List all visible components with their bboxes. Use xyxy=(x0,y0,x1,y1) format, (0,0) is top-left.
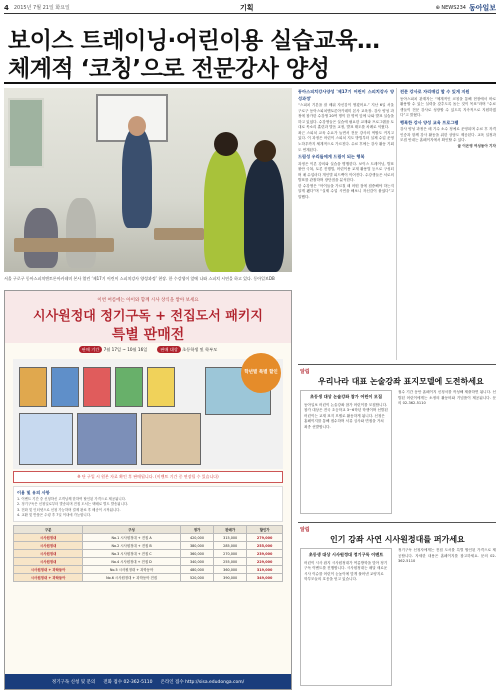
brand-logo[interactable]: 동아일보 xyxy=(468,3,496,12)
notice-text-2: 정기구독 신청자에게는 전집 도서를 특별 할인된 가격으로 제공합니다. 자세한 내용은 홈페이지를 참고하세요. 문의 02-362-5110 xyxy=(398,548,496,564)
article-photo xyxy=(4,88,292,272)
page-header xyxy=(4,2,496,14)
table-row: 시사원정대 No.1 시사원정대 + 전집 A 420,000 315,000 279,000 xyxy=(14,534,283,542)
table-row: 시사원정대 No.4 시사원정대 + 전집 D 340,000 255,000 229,000 xyxy=(14,558,283,566)
article-column-2: 전문 강사로 자리매김 할 수 있게 지원 동아스피치 관계자는 “체계적인 코칭을 통해 현장에서 바로 활용할 수 있는 실력을 갖추도록 돕는 것이 목표”라며 “수료생들이 전문 강사로 성장할 수 있도록 지속적으로 지원하겠다”고 밝혔다. 행복한 강사 양성 교육 프로그램 강사 양성 과정은 매 기수 소수 정예로 운영되며 수료 후 자격 인증과 함께 강사 활동을 위한 상담도 제공된다. 교육 일정과 모집 안내는 홈페이지에서 확인할 수 있다. 글 이은영 여성동아 기자 xyxy=(400,89,496,148)
ad-phone[interactable]: 전화 접수 02-362-5110 xyxy=(103,679,153,685)
headline-rule xyxy=(4,82,496,84)
section-label: 기획 xyxy=(240,3,254,12)
table-row: 시사원정대 + 과학동아 No.6 시사원정대 + 과학동아 전집 520,000 390,000 349,000 xyxy=(14,574,283,582)
ad-web-link[interactable]: 온라인 접수 http://sisa.edudonga.com/ xyxy=(160,679,245,685)
price-table: 구분 구성 정가 판매가 할인가 시사원정대 No.1 시사원정대 + 전집 A 420,000 315,000 279,000 시사원정대 No.2 시사원정대 + 전집 B 380,000 285,000 255,000 시사원정대 No.3 시사원정대 + 전집 C 360,000 270,000 239,000 시사원정대 No.4 시사원정대 + 전집 D 340,000 255,000 229,000 시사원정대 + 과학동아 No.5 시사원정대 + 과학동아 480,000 360,000 319,000 시사원정대 + 과학동아 No.6 시사원정대 + 과학동아 전집 520,000 390,000 349,000 xyxy=(13,525,283,582)
notice-title-2: 인기 강좌 사연 시사원정대를 퍼가세요 xyxy=(330,535,465,544)
subheading-1: 드림성 우리들에게 드림이 되는 행복 xyxy=(298,154,365,160)
web-label[interactable]: ⊕ NEWS234 xyxy=(435,4,466,11)
issue-date: 2015년 7월 21일 화요일 xyxy=(13,5,70,11)
table-row: 시사원정대 No.2 시사원정대 + 전집 B 380,000 285,000 255,000 xyxy=(14,542,283,550)
ad-title: 시사원정대 정기구독 + 전집도서 패키지 xyxy=(33,309,263,324)
ad-period: 7월 17일 ~ 10월 16일 xyxy=(103,347,148,352)
byline: 글 이은영 여성동아 기자 xyxy=(457,143,496,148)
notice-title-1: 우리나라 대표 논술강좌 표지모델에 도전하세요 xyxy=(318,377,484,386)
article-column-1: 동아스피치강사양성 '제17기 어린이 스피치강사 양성과정' “스피치 기본을 잘 배워 자신감이 생겼어요.” 지난 6일 서울 구로구 동아스피치앤토론아카데미 본사 교육장. 강사 양성 과정에 참가한 수강생 20여 명이 한 명씩 앞에 나와 발표 실습을 하고 있었다. 수강생들은 실습에 필요한 교재와 프로그램을 토대로 목소리 훈련과 발음 교정, 발표 태도를 차례로 익혔다. 최근 스피치 교육 수요가 늘면서 전문 강사의 역할도 커지고 있다. 이 과정은 어린이 스피치 지도 방법부터 실제 수업 운영 노하우까지 체계적으로 가르친다. 수료 후에는 강사 활동 기회도 연계된다. 드림성 우리들에게 드림이 되는 행복 과정은 이론 강의와 실습을 병행한다. 보이스 트레이닝, 발표 불안 극복, 토론 진행법, 어린이용 교재 활용법 등으로 구성되며 매 수업마다 개인별 피드백이 이어진다. 수강생들은 서로의 발표를 관찰하며 장단점을 분석한다. 한 수강생은 “아이들을 가르칠 때 어떤 점에 집중해야 하는지 알게 됐다”며 “실제 수업 시연을 해보니 자신감이 붙었다”고 말했다. xyxy=(298,89,394,199)
instructor-figure xyxy=(122,128,152,228)
article-title: 동아스피치강사양성 '제17기 어린이 스피치강사 양성과정' xyxy=(298,89,394,101)
notice-text-1: 접수 기간 동안 홈페이지 신청서를 작성해 제출하면 됩니다. 선발된 어린이에게는 소정의 활동비와 기념품이 제공됩니다. 문의 02-362-5110 xyxy=(398,390,496,406)
ad-subtitle: 이번 여름에는 아이와 함께 시사 상식을 쌓아 보세요 xyxy=(97,298,199,303)
notice-tag-2: 알림 xyxy=(300,527,310,533)
student-figure xyxy=(204,148,248,272)
ad-footer: 정기구독 신청 및 문의 전화 접수 02-362-5110 온라인 접수 http://sisa.edudonga.com/ xyxy=(5,674,291,689)
notice-tag-1: 알림 xyxy=(300,369,310,375)
subheading-2: 전문 강사로 자리매김 할 수 있게 지원 xyxy=(400,89,470,94)
window-shape xyxy=(8,98,44,168)
ad-notice-box: 이용 및 유의 사항 1. 이벤트 기간 중 신청하신 고객님께 한하여 할인된 가격으로 제공됩니다. 2. 정기구독은 신청일로부터 발송되며 전집 도서는 택배로 별도 발송됩니다. 3. 전화 및 인터넷으로 신청 가능하며 결제 완료 후 배송이 시작됩니다. 4. 교환 및 반품은 수령 후 7일 이내에 가능합니다. xyxy=(13,486,283,522)
header-right xyxy=(436,3,496,13)
discount-badge: 학년별 특별 할인 xyxy=(241,353,281,393)
ad-title-sale: 특별 판매전 xyxy=(111,327,185,343)
notice-box-2: 초등생 대상 시사원정대 정기구독 이벤트 어린이 시사 잡지 시사원정대가 여름방학을 맞아 정기구독 이벤트를 진행합니다. 시사원정대는 매달 새로운 시사 이슈를 어린이 눈높이에 맞게 풀어낸 교양지로 학부모들의 호응을 얻고 있습니다. xyxy=(300,548,392,686)
table-row: 시사원정대 + 과학동아 No.5 시사원정대 + 과학동아 480,000 360,000 319,000 xyxy=(14,566,283,574)
notice-box-1: 초등생 대상 논술강좌 참가 어린이 모집 동아일보 어린이 논술강좌 참가 어린이를 모집합니다. 참가 대상은 전국 초등학교 3~6학년 학생이며 선발된 어린이는 교재 표지 모델로 활동하게 됩니다. 신청은 홈페이지를 통해 접수하며 서류 심사와 면접을 거쳐 최종 선발합니다. xyxy=(300,390,392,514)
table-row: 시사원정대 No.3 시사원정대 + 전집 C 360,000 270,000 239,000 xyxy=(14,550,283,558)
advertisement: 이번 여름에는 아이와 함께 시사 상식을 쌓아 보세요 시사원정대 정기구독 + 전집도서 패키지 특별 판매전 판매 기간 7월 17일 ~ 10월 16일 판매 대상 초등학생 및 학부모 학년별 특별 할인 ※ 단 구입 시 원본 자료 확인 후 판매됩니다. (이벤트 기간 중 연장될 수 있습니다) 이용 및 유의 사항 1. 이벤트 기간 중 신청하신 고객님께 한하여 할인된 가격으로 제공됩니다. 2. 정기구독은 신청일로부터 발송되며 전집 도서는 택배로 별도 발송됩니다. 3. 전화 및 인터넷으로 신청 가능하며 결제 완료 후 배송이 시작됩니다. 4. 교환 및 반품은 수령 후 7일 이내에 가능합니다. 구분 구성 정가 판매가 할인가 시사원정대 No.1 시사원정대 + 전집 A 420,000 315,000 279,000 시사원정대 No.2 시사원정대 + 전집 B 380,000 285,000 255,000 시사원정대 No.3 시사원정대 + 전집 C 360,000 270,000 239,000 시사원정대 No.4 시사원정대 + 전집 D 340,000 255,000 229,000 시사원정대 + 과학동아 No.5 시사원정대 + 과학동아 480,000 360,000 319,000 시사원정대 + 과학동아 No.6 시사원정대 + 과학동아 전집 520,000 390,000 349,000 정기구독 신청 및 문의 전화 접수 02-362-5110 온라인 접수 http://sisa.edudonga.com/ xyxy=(4,290,292,690)
ad-target: 초등학생 및 학부모 xyxy=(182,347,218,352)
headline-line1: 보이스 트레이닝·어린이용 실습교육… xyxy=(8,28,380,54)
subheading-3: 행복한 강사 양성 교육 프로그램 xyxy=(400,119,459,125)
photo-caption: 서울 구로구 동아스피치앤토론아카데미 본사 열린 ‘제17기 어린이 스피치강사 양성과정’ 현장. 한 수강생이 앞에 나와 스피치 시연을 하고 있다. 동아일보DB xyxy=(4,276,275,281)
ad-warning: ※ 단 구입 시 원본 자료 확인 후 판매됩니다. (이벤트 기간 중 연장될 수 있습니다) xyxy=(13,471,283,483)
page-number: 4 xyxy=(4,3,9,12)
headline-line2: 체계적 ‘코칭’으로 전문강사 양성 xyxy=(8,56,330,82)
